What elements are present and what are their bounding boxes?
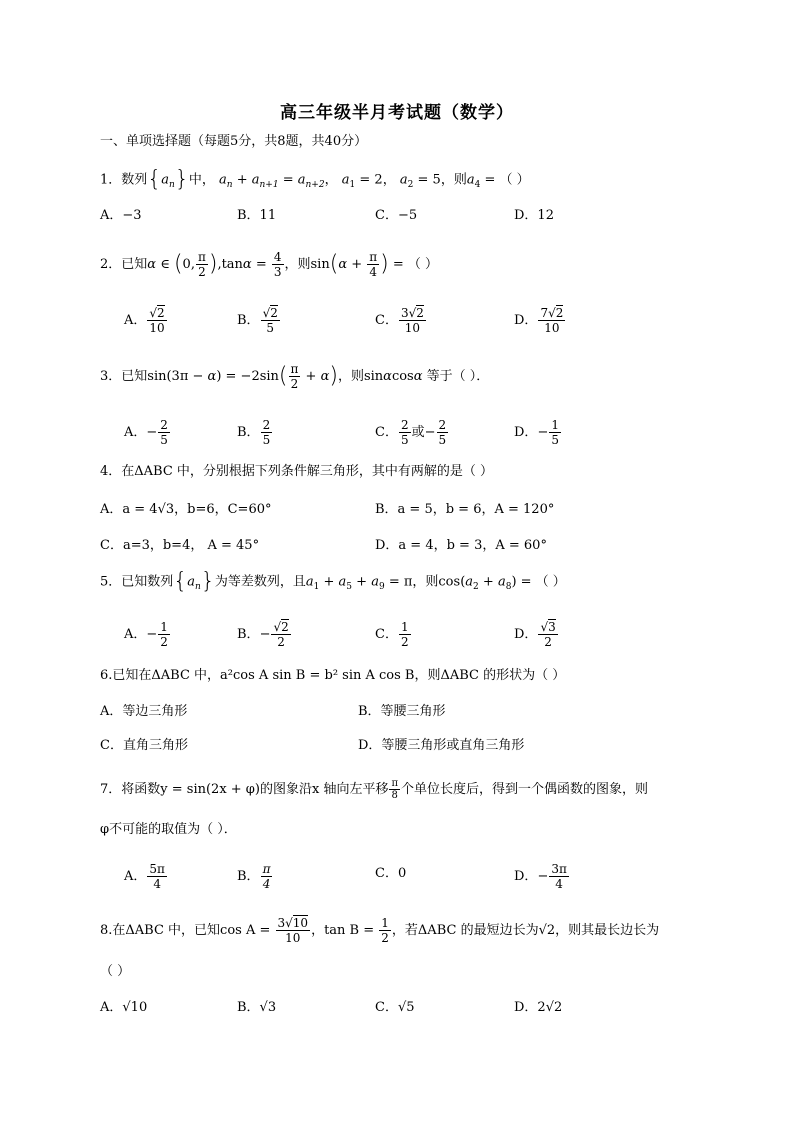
question-5-option-c: C． $\frac{1}{2}$ [375, 620, 409, 649]
question-3-option-c: C． $\frac{2}{5}$ 或− $\frac{2}{5}$ [375, 418, 447, 447]
question-8-option-c: C．√5 [375, 1000, 415, 1015]
question-7-stem-line2: φ不可能的取值为（ ）． [100, 822, 237, 837]
question-7-option-a: A． $\frac{5\pi}{4}$ [124, 862, 165, 891]
question-8-stem: 8.在ΔABC 中，已知cos A = $\frac{3√10}{10}$ ，tan B = $\frac{1}{2}$ ，若ΔABC 的最短边长为√2，则其最长边长为 [100, 916, 660, 945]
question-5-option-d: D． $\frac{√3}{2}$ [514, 620, 556, 649]
question-7-option-c: C．0 [375, 866, 407, 881]
question-4-option-a: A．a = 4√3，b=6，C=60° [100, 502, 272, 517]
question-6-option-d: D．等腰三角形或直角三角形 [358, 738, 525, 753]
question-6-option-c: C．直角三角形 [100, 738, 188, 753]
question-7-option-d: D．− $\frac{3\pi}{4}$ [514, 862, 567, 891]
question-7-option-b: B． $\frac{\pi}{4}$ [237, 862, 271, 891]
question-6-option-a: A．等边三角形 [100, 704, 188, 719]
question-7-stem: 7．将函数y = sin(2x + φ)的图象沿x 轴向左平移 $\frac{\pi}{8}$ 个单位长度后，得到一个偶函数的图象，则 [100, 778, 649, 801]
page-title: 高三年级半月考试题（数学） [280, 103, 514, 123]
question-2-option-d: D． $\frac{7√2}{10}$ [514, 306, 564, 335]
question-3-option-d: D．− $\frac{1}{5}$ [514, 418, 559, 447]
question-2-option-a: A． $\frac{√2}{10}$ [124, 306, 165, 335]
question-8-option-d: D．2√2 [514, 1000, 563, 1015]
question-4-option-b: B．a = 5，b = 6，A = 120° [375, 502, 555, 517]
question-5-option-a: A．− $\frac{1}{2}$ [124, 620, 168, 649]
question-4-option-d: D．a = 4，b = 3，A = 60° [375, 538, 547, 553]
question-8-option-b: B．√3 [237, 1000, 277, 1015]
question-2-option-b: B． $\frac{√2}{5}$ [237, 306, 278, 335]
question-1-stem: 1．数列$\{a_n\}$中， $a_n + a_{n+1} = a_{n+2}$， $a_1 = 2$， $a_2 = 5$，则$a_4$ = （ ） [100, 167, 530, 192]
question-3-stem: 3．已知sin(3π − α) = −2sin( $\frac{\pi}{2}$ + α)，则sinαcosα 等于（ ）． [100, 362, 490, 391]
question-2-option-c: C． $\frac{3√2}{10}$ [375, 306, 424, 335]
question-2-stem: 2．已知α ∈ (0, $\frac{\pi}{2}$ ),tanα = $\frac{4}{3}$ ，则sin(α + $\frac{\pi}{4}$ ) = （ ） [100, 250, 439, 279]
section-heading: 一、单项选择题（每题5分，共8题，共40分） [100, 134, 368, 149]
question-1-option-a: A．−3 [100, 208, 142, 223]
question-1-option-c: C．−5 [375, 208, 418, 223]
question-1-option-b: B．11 [237, 208, 277, 223]
question-4-option-c: C．a=3，b=4， A = 45° [100, 538, 260, 553]
question-8-stem-line2: （ ） [100, 964, 131, 979]
question-3-option-b: B． $\frac{2}{5}$ [237, 418, 271, 447]
question-5-option-b: B．− $\frac{√2}{2}$ [237, 620, 289, 649]
question-4-stem: 4．在ΔABC 中，分别根据下列条件解三角形，其中有两解的是（ ） [100, 464, 494, 479]
question-5-stem: 5．已知数列$\{a_n\}$为等差数列，且$a_1 + a_5 + a_9 = \pi$，则$\cos(a_2 + a_8)$ = （ ） [100, 569, 566, 594]
question-6-option-b: B．等腰三角形 [358, 704, 446, 719]
question-6-stem: 6.已知在ΔABC 中，a²cos A sin B = b² sin A cos B，则ΔABC 的形状为（ ） [100, 668, 566, 683]
question-3-option-a: A．− $\frac{2}{5}$ [124, 418, 168, 447]
question-1-option-d: D．12 [514, 208, 554, 223]
question-8-option-a: A．√10 [100, 1000, 148, 1015]
